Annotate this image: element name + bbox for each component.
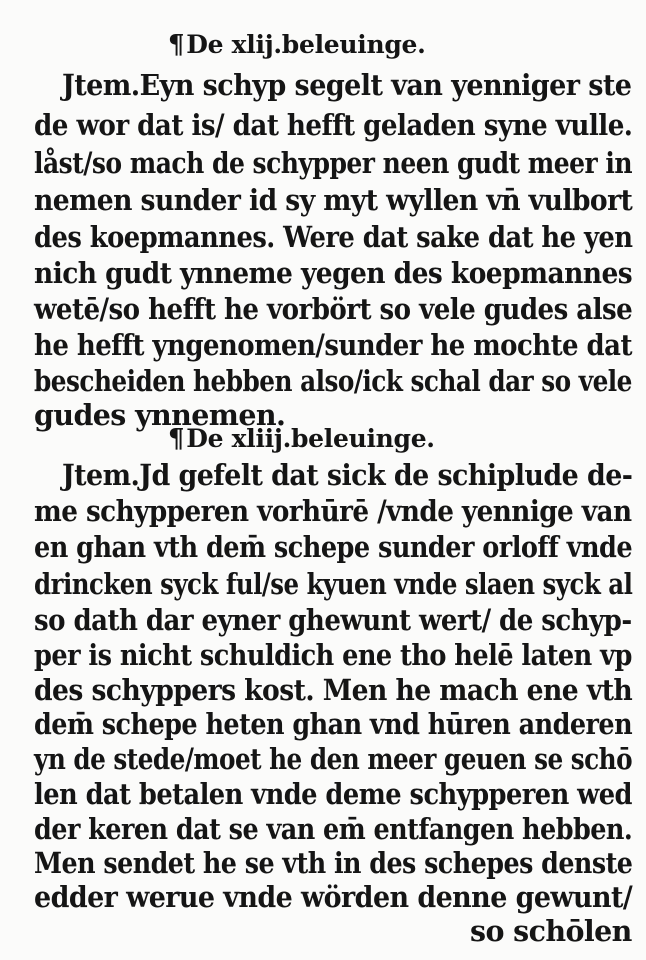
text-line: edder werue vnde wörden denne gewunt/	[34, 880, 633, 914]
text-line: en ghan vth dem̄ schepe sunder orloff vnde	[34, 530, 633, 564]
text-line: bescheiden hebben also/ick schal dar so vele	[34, 364, 632, 398]
text-line: gudes ynnemen.	[34, 398, 286, 432]
text-line: drincken syck ful/se kyuen vnde slaen syck al	[34, 567, 633, 601]
pilcrow-icon: ¶	[168, 424, 185, 454]
text-line: nich gudt ynneme yegen des koepmannes	[34, 256, 633, 290]
text-line: len dat betalen vnde deme schypperen wed	[34, 777, 632, 811]
text-line: wetē/so hefft he vorbört so vele gudes alse	[34, 292, 633, 326]
text-line: me schypperen vorhūrē /vnde yennige van	[34, 494, 632, 528]
text-line: de wor dat is/ dat hefft geladen syne vulle.	[34, 108, 633, 142]
text-line: per is nicht schuldich ene tho helē laten vp	[34, 638, 632, 672]
text-line: der keren dat se van em̄ entfangen hebben.	[34, 812, 633, 846]
text-line: so dath dar eyner ghewunt wert/ de schyp-	[34, 603, 632, 637]
section-heading-2: ¶De xliij.beleuinge.	[168, 424, 435, 454]
text-line: Jtem.Jd gefelt dat sick de schiplude de-	[62, 458, 633, 492]
text-line: nemen sunder id sy myt wyllen vn̄ vulbort	[34, 183, 633, 217]
text-line: he hefft yngenomen/sunder he mochte dat	[34, 328, 632, 362]
text-line: Men sendet he se vth in des schepes denste	[34, 846, 633, 880]
text-line: dem̄ schepe heten ghan vnd hūren anderen	[34, 707, 633, 741]
text-line: so schōlen	[470, 914, 632, 948]
text-line: låst/so mach de schypper neen gudt meer in	[34, 146, 633, 180]
section-heading-1: ¶De xlij.beleuinge.	[168, 30, 426, 60]
text-line: Jtem.Eyn schyp segelt van yenniger ste	[62, 68, 632, 102]
pilcrow-icon: ¶	[168, 30, 185, 60]
text-line: des koepmannes. Were dat sake dat he yen	[34, 220, 633, 254]
text-line: des schyppers kost. Men he mach ene vth	[34, 673, 633, 707]
text-line: yn de stede/moet he den meer geuen se schō	[34, 742, 633, 776]
